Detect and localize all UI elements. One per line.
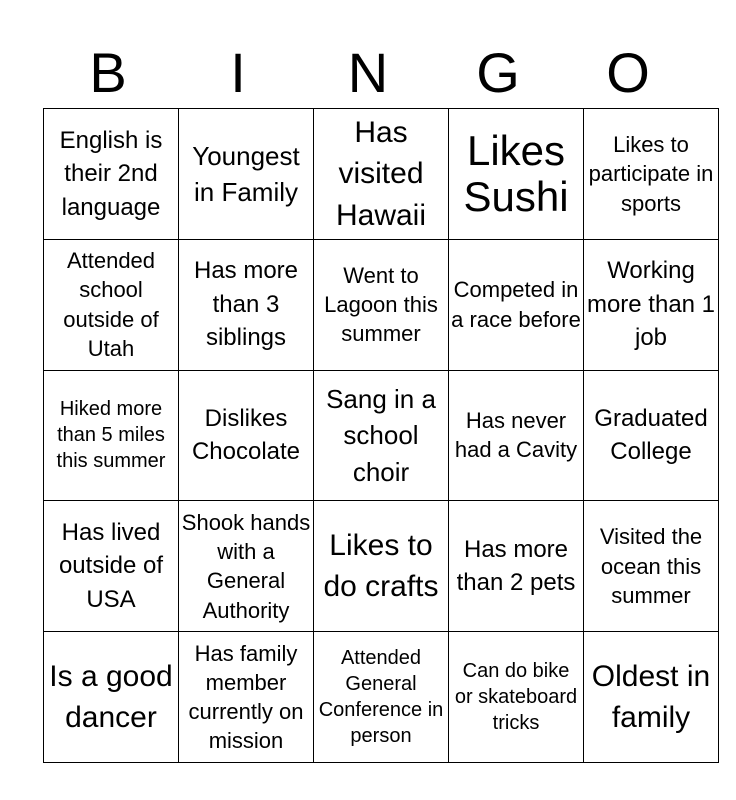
bingo-cell[interactable]: Has never had a Cavity <box>449 370 584 501</box>
bingo-cell[interactable]: Sang in a school choir <box>314 370 449 501</box>
bingo-cell[interactable]: Visited the ocean this summer <box>584 501 719 632</box>
bingo-cell[interactable]: Has family member currently on mission <box>179 632 314 763</box>
bingo-cell[interactable]: Went to Lagoon this summer <box>314 239 449 370</box>
bingo-cell[interactable]: Shook hands with a General Authority <box>179 501 314 632</box>
board-row <box>44 501 719 632</box>
bingo-header <box>43 38 693 108</box>
bingo-cell[interactable]: Dislikes Chocolate <box>179 370 314 501</box>
bingo-cell[interactable]: Attended General Conference in person <box>314 632 449 763</box>
bingo-board <box>43 108 719 763</box>
bingo-cell[interactable]: Oldest in family <box>584 632 719 763</box>
bingo-cell[interactable]: Working more than 1 job <box>584 239 719 370</box>
board-row <box>44 239 719 370</box>
bingo-cell[interactable]: Has more than 2 pets <box>449 501 584 632</box>
board-row <box>44 109 719 240</box>
bingo-cell[interactable]: Likes to do crafts <box>314 501 449 632</box>
board-row <box>44 370 719 501</box>
bingo-cell[interactable]: Attended school outside of Utah <box>44 239 179 370</box>
bingo-cell[interactable]: English is their 2nd language <box>44 109 179 240</box>
header-letter-g: G <box>476 41 520 104</box>
bingo-cell[interactable]: Has lived outside of USA <box>44 501 179 632</box>
bingo-cell[interactable]: Has more than 3 siblings <box>179 239 314 370</box>
bingo-cell[interactable]: Is a good dancer <box>44 632 179 763</box>
bingo-cell[interactable]: Graduated College <box>584 370 719 501</box>
header-letter-o: O <box>606 41 650 104</box>
board-row <box>44 632 719 763</box>
bingo-cell[interactable]: Likes Sushi <box>449 109 584 240</box>
bingo-cell[interactable]: Likes to participate in sports <box>584 109 719 240</box>
header-letter-i: I <box>230 41 246 104</box>
header-letter-n: N <box>347 41 389 104</box>
bingo-cell[interactable]: Can do bike or skateboard tricks <box>449 632 584 763</box>
bingo-cell[interactable]: Has visited Hawaii <box>314 109 449 240</box>
bingo-cell[interactable]: Competed in a race before <box>449 239 584 370</box>
bingo-cell[interactable]: Hiked more than 5 miles this summer <box>44 370 179 501</box>
header-letter-b: B <box>89 41 127 104</box>
bingo-cell[interactable]: Youngest in Family <box>179 109 314 240</box>
